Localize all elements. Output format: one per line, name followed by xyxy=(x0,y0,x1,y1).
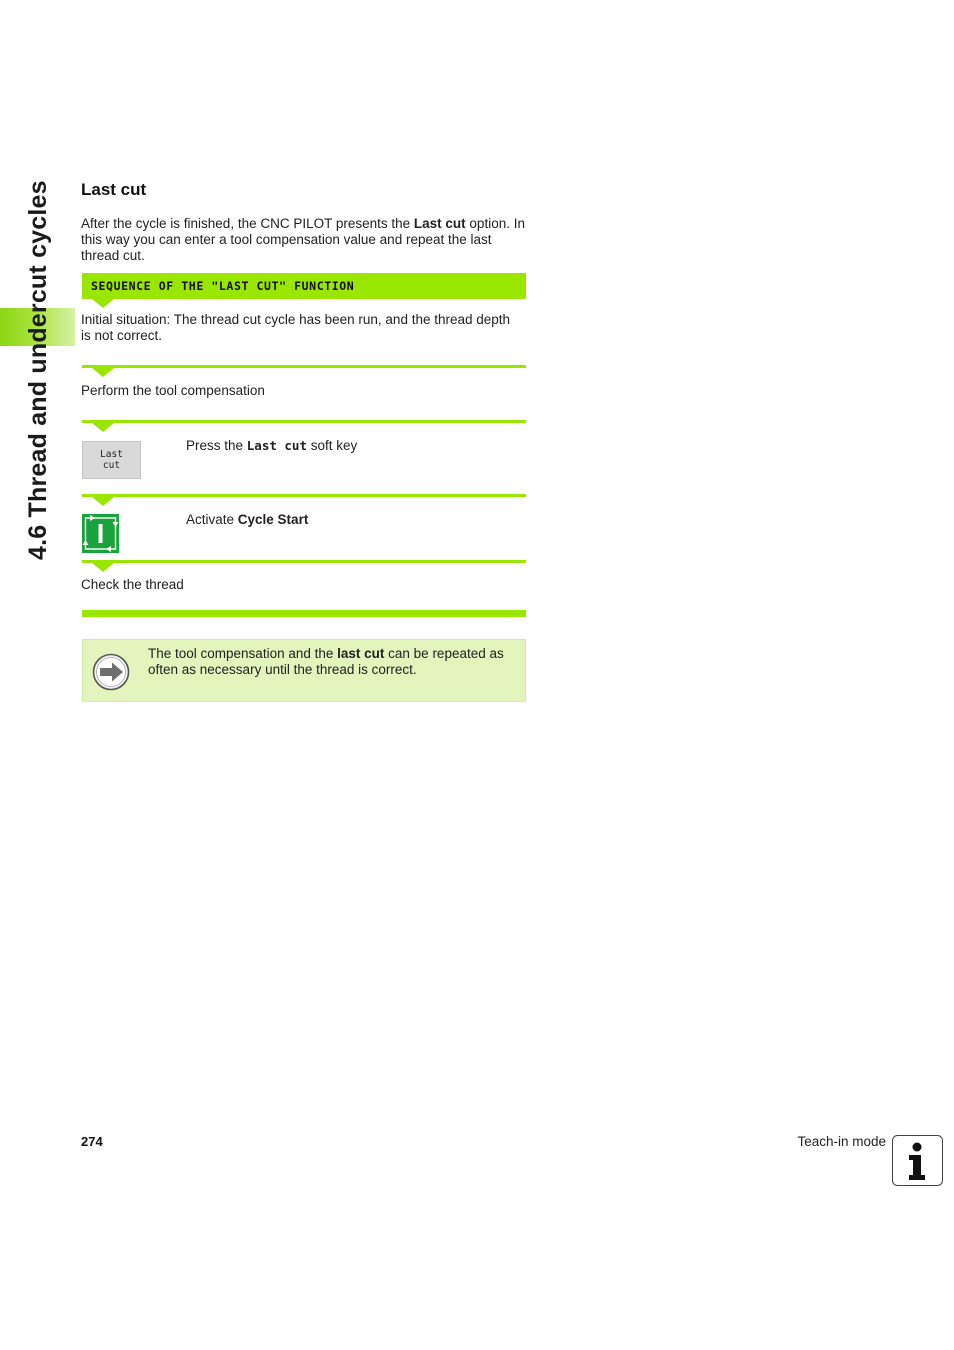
intro-text-bold: Last cut xyxy=(413,216,466,231)
sequence-arrow xyxy=(92,368,114,377)
softkey-line-1: Last xyxy=(100,449,123,460)
step-separator xyxy=(82,365,526,368)
page-number: 274 xyxy=(81,1134,103,1149)
sequence-arrow xyxy=(92,497,114,506)
note-text xyxy=(148,646,518,678)
sequence-end-bar xyxy=(82,610,526,617)
note-text-2: can be repeated as often as necessary until the thread is correct. xyxy=(148,646,504,677)
intro-text-1: After the cycle is finished, the CNC PILOT presents the xyxy=(81,216,414,231)
sequence-arrow xyxy=(92,299,114,308)
step-cycle-start: Cycle Start xyxy=(237,512,309,527)
initial-situation-text: Initial situation: The thread cut cycle has been run, and the thread depth is not correct. xyxy=(81,312,511,343)
sequence-header: SEQUENCE OF THE "LAST CUT" FUNCTION xyxy=(82,273,526,299)
note-text-1: The tool compensation and the xyxy=(148,646,338,661)
intro-paragraph xyxy=(81,216,527,264)
intro-text-2: option. In this way you can enter a tool compensation value and repeat the last thread cut. xyxy=(81,216,525,263)
step-press-prefix: Press the xyxy=(186,438,247,453)
arrow-right-icon xyxy=(92,653,130,691)
info-icon xyxy=(892,1135,943,1186)
softkey-line-2: cut xyxy=(102,460,121,471)
step-activate-prefix: Activate xyxy=(186,512,238,527)
footer-mode-label: Teach-in mode xyxy=(797,1134,886,1149)
step-press-suffix: soft key xyxy=(307,438,358,453)
section-title: Last cut xyxy=(81,180,147,199)
step-tool-compensation: Perform the tool compensation xyxy=(81,383,265,398)
step-press-softkey xyxy=(186,438,357,454)
cycle-start-icon[interactable] xyxy=(82,514,119,553)
note-box xyxy=(82,639,526,702)
note-text-bold: last cut xyxy=(337,646,385,661)
chapter-title: 4.6 Thread and undercut cycles xyxy=(24,180,52,560)
last-cut-softkey[interactable] xyxy=(82,441,141,479)
sequence-arrow xyxy=(92,563,114,572)
step-separator xyxy=(82,494,526,497)
sequence-arrow xyxy=(92,423,114,432)
step-separator xyxy=(82,420,526,423)
step-separator xyxy=(82,560,526,563)
step-activate-cycle xyxy=(186,512,308,528)
step-softkey-name: Last cut xyxy=(246,438,307,453)
step-check-thread: Check the thread xyxy=(81,577,184,592)
